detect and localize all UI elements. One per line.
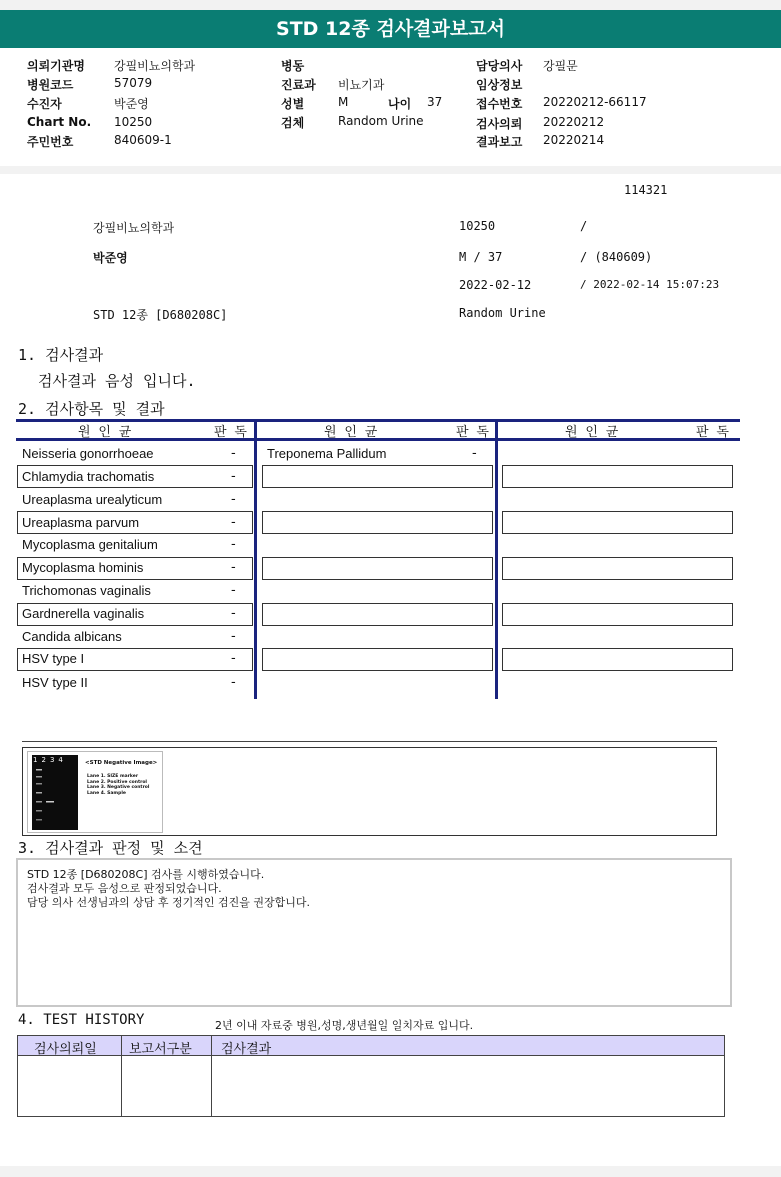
sex-value: M [338,95,349,109]
row-box [262,465,493,488]
doctor-label: 담당의사 [476,59,523,73]
organism-result: - [231,629,236,644]
history-note: 2년 이내 자료중 병원,성명,생년월일 일치자료 입니다. [215,1019,474,1032]
summary-test-name: STD 12종 [D680208C] [93,308,228,322]
organism-result: - [231,606,236,621]
organism-result: - [231,560,236,575]
report-date-label: 결과보고 [476,135,523,149]
col-result-header: 판 독 [456,425,489,440]
header-separator [0,166,781,174]
doctor-value: 강필문 [543,59,578,73]
col-result-header: 판 독 [214,425,247,440]
lane-number: 4 [58,756,67,764]
summary-chart-no: 10250 [459,219,496,233]
specimen-label: 검체 [281,116,305,130]
summary-patient: 박준영 [93,251,128,265]
history-header-row [17,1035,725,1056]
organism-result: - [472,446,477,461]
section1-title: 1. 검사결과 [18,346,104,364]
lane-number: 2 [41,756,50,764]
organism-result: - [231,515,236,530]
row-box [502,648,733,671]
row-box [262,557,493,580]
lane-number: 1 [33,756,42,764]
organism-result: - [231,537,236,552]
image-top-line [22,741,717,742]
department-label: 진료과 [281,78,316,92]
opinion-text [27,868,310,910]
col-organism-header: 원 인 균 [78,425,132,440]
request-date-label: 검사의뢰 [476,117,523,131]
gel-legend-item: Lane 2. Positive control [87,779,147,785]
top-strip [0,0,781,10]
organism-result: - [231,675,236,690]
row-box [502,603,733,626]
report-title: STD 12종 검사결과보고서 [276,18,505,40]
patient-value: 박준영 [114,97,149,111]
organism-name: HSV type II [22,675,88,690]
organism-name: Mycoplasma hominis [22,560,144,575]
organism-name: Gardnerella vaginalis [22,606,145,621]
summary-specimen: Random Urine [459,306,546,320]
row-box [262,648,493,671]
age-value: 37 [427,95,443,109]
organism-name: HSV type I [22,651,85,666]
age-label: 나이 [388,97,412,111]
gel-lane-numbers [33,756,67,764]
organism-result: - [231,651,236,666]
opinion-box [16,858,732,1007]
history-col-divider [211,1035,212,1117]
row-box [262,511,493,534]
organism-result: - [231,492,236,507]
row-box [502,511,733,534]
gel-title: <STD Negative Image> [85,760,158,766]
hospital-code-value: 57079 [114,76,153,90]
column-divider [495,419,498,699]
organism-name: Mycoplasma genitalium [22,537,158,552]
organism-name: Ureaplasma parvum [22,515,140,530]
summary-request-date: 2022-02-12 [459,278,532,292]
history-col-request-date: 검사의뢰일 [34,1042,97,1057]
ward-label: 병동 [281,59,305,73]
gel-legend [87,774,149,796]
title-bar [0,10,781,48]
col-result-header: 판 독 [696,425,729,440]
history-col-report-type: 보고서구분 [129,1042,192,1057]
row-box [502,465,733,488]
organism-name: Treponema Pallidum [267,446,387,461]
history-table [17,1035,725,1117]
resident-no-value: 840609-1 [114,133,172,147]
gel-legend-item: Lane 4. Sample [87,790,126,796]
report-date-value: 20220214 [543,133,605,147]
department-value: 비뇨기과 [338,78,385,92]
row-box [502,557,733,580]
section3-title: 3. 검사결과 판정 및 소견 [18,839,203,857]
request-date-value: 20220212 [543,115,605,129]
summary-birth: / (840609) [580,250,653,264]
hospital-name-label: 의뢰기관명 [27,59,85,73]
organism-result: - [231,469,236,484]
col-organism-header: 원 인 균 [324,425,378,440]
summary-sex-age: M / 37 [459,250,503,264]
organism-result: - [231,446,236,461]
receipt-no-value: 20220212-66117 [543,95,647,109]
chart-no-label: Chart No. [27,115,92,129]
history-col-result: 검사결과 [221,1042,272,1057]
organism-name: Ureaplasma urealyticum [22,492,163,507]
specimen-value: Random Urine [338,114,424,128]
lane-number: 3 [49,756,59,764]
section4-title: 4. TEST HISTORY [18,1012,145,1028]
row-box [262,603,493,626]
receipt-no-label: 접수번호 [476,97,523,111]
gel-image-card [27,751,163,833]
organism-result: - [231,583,236,598]
bottom-strip [0,1166,781,1177]
opinion-line: 담당 의사 선생님과의 상담 후 정기적인 검진을 권장합니다. [27,896,310,909]
summary-report-datetime: / 2022-02-14 15:07:23 [580,278,720,291]
summary-hospital: 강필비뇨의학과 [93,221,175,235]
gel-legend-item: Lane 1. SIZE marker [87,774,139,779]
organism-name: Trichomonas vaginalis [22,583,151,598]
organism-name: Chlamydia trachomatis [22,469,155,484]
history-body [17,1055,725,1117]
column-divider [254,419,257,699]
summary-slash: / [580,219,588,233]
patient-label: 수진자 [27,97,62,111]
gel-legend-item: Lane 3. Negative control [87,785,150,790]
col-organism-header: 원 인 균 [565,425,619,440]
hospital-name-value: 강필비뇨의학과 [114,59,196,73]
history-col-divider [121,1035,122,1117]
section2-title: 2. 검사항목 및 결과 [18,400,165,418]
organism-name: Neisseria gonorrhoeae [22,446,154,461]
clinical-info-label: 임상정보 [476,78,523,92]
resident-no-label: 주민번호 [27,135,74,149]
opinion-line: 검사결과 모두 음성으로 판정되었습니다. [27,882,222,895]
hospital-code-label: 병원코드 [27,78,74,92]
section1-text: 검사결과 음성 입니다. [38,372,196,390]
sex-label: 성별 [281,97,305,111]
chart-no-value: 10250 [114,115,153,129]
opinion-line: STD 12종 [D680208C] 검사를 시행하였습니다. [27,868,265,881]
organism-name: Candida albicans [22,629,122,644]
report-code: 114321 [624,183,668,197]
